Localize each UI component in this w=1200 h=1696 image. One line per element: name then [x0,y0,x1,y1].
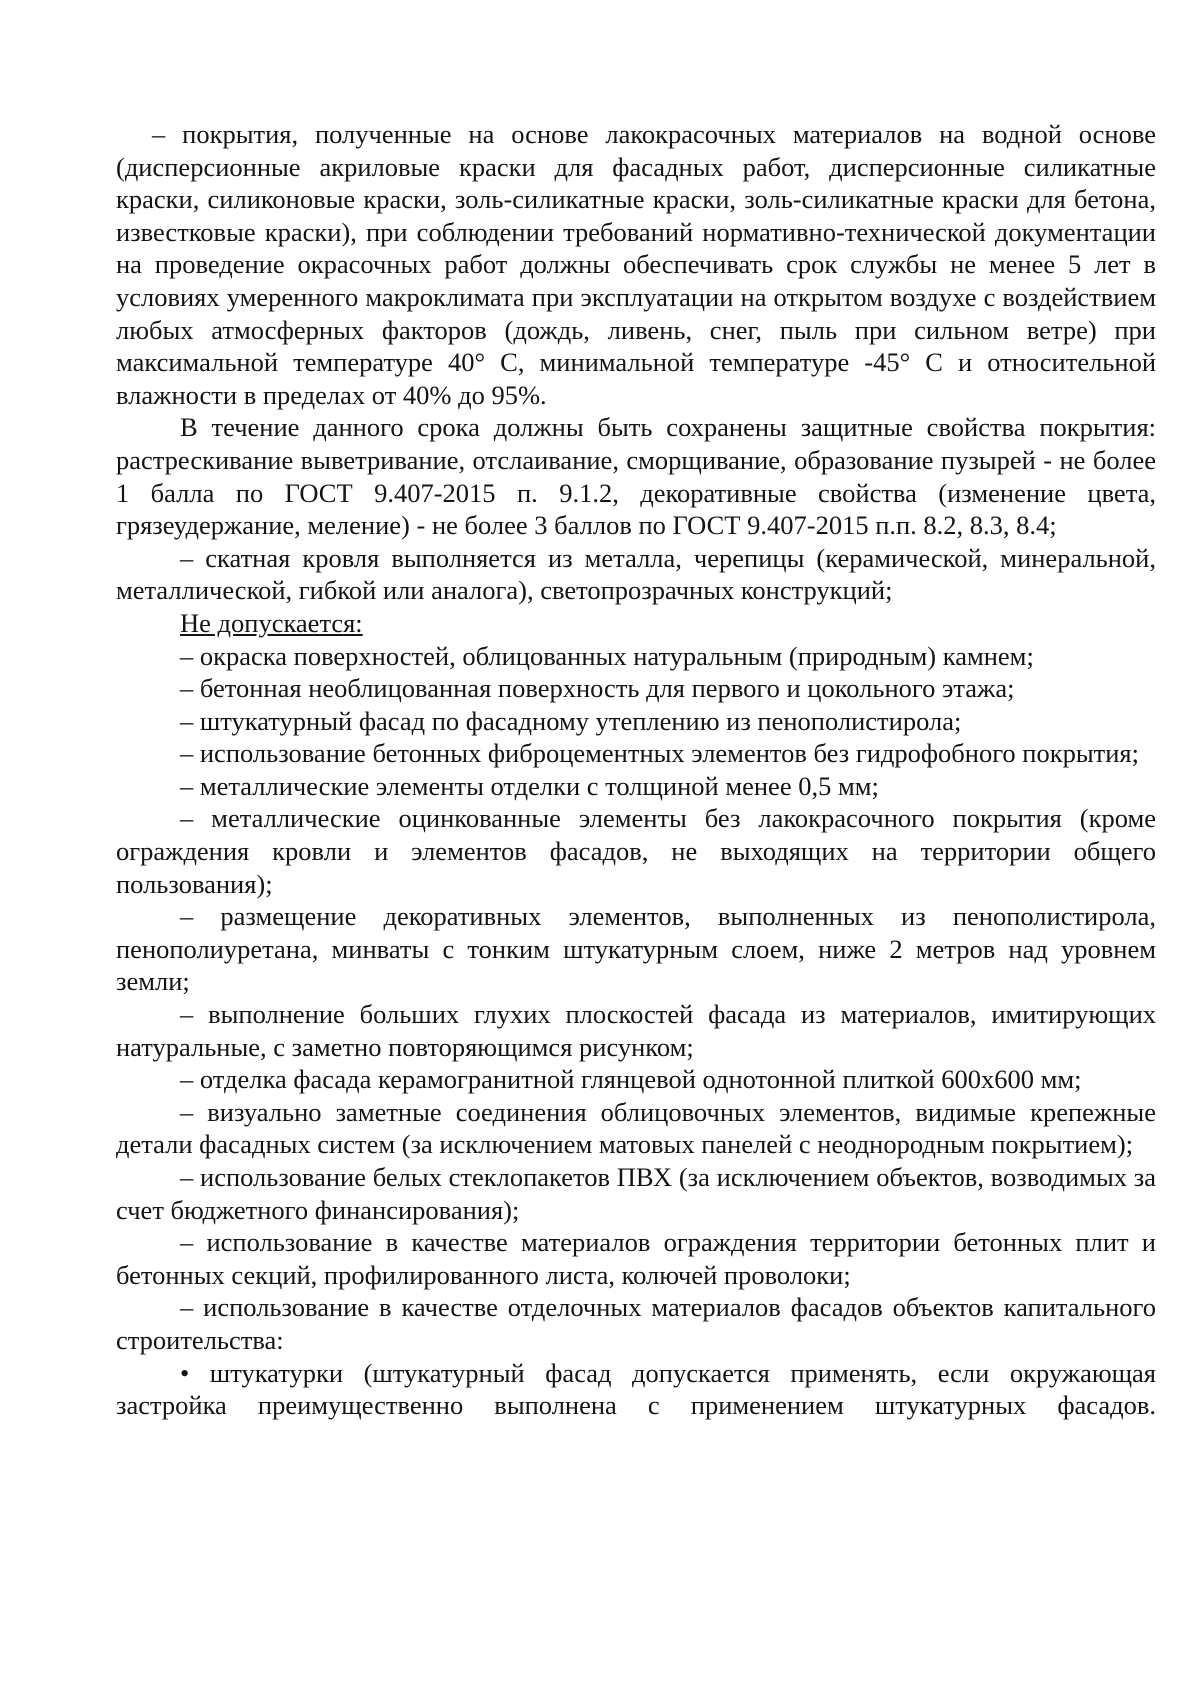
list-item-fencing: – использование в качестве материалов ограждения территории бетонных плит и бетонных секций, профилированного листа, колючей проволоки; [116,1227,1156,1290]
list-item-metal-thickness: – металлические элементы отделки с толщиной менее 0,5 мм; [180,770,879,801]
list-item-concrete-surface: – бетонная необлицованная поверхность для первого и цокольного этажа; [180,673,1015,704]
paragraph-paint-coatings: – покрытия, полученные на основе лакокрасочных материалов на водной основе (дисперсионные акриловые краски для фасадных работ, дисперсионные силикатные краски, силиконовые краски, золь-силикатные краски, золь-силикатные краски для бетона, известковые краски), при соблюдении требований нормативно-технической документации на проведение окрасочных работ должны обеспечивать срок службы не менее 5 лет в условиях умеренного макроклимата при эксплуатации на открытом воздухе с воздействием любых атмосферных факторов (дождь, ливень, снег, пыль при сильном ветре) при максимальной температуре 40° С, минимальной температуре -45° С и относительной влажности в пределах от 40% до 95%. [116,119,1156,410]
list-item-visible-joints: – визуально заметные соединения облицовочных элементов, видимые крепежные детали фасадных систем (за исключением матовых панелей с неоднородным покрытием); [116,1096,1156,1160]
list-item-galvanized: – металлические оцинкованные элементы без лакокрасочного покрытия (кроме ограждения кровли и элементов фасадов, не выходящих на территории общего пользования); [116,803,1156,899]
list-item-pitched-roof: – скатная кровля выполняется из металла, черепицы (керамической, минеральной, металлической, гибкой или аналога), светопрозрачных конструкций; [116,542,1156,606]
list-item-fibercement: – использование бетонных фиброцементных элементов без гидрофобного покрытия; [180,738,1139,769]
document-page [116,118,1156,1422]
list-item-decorative-elements: – размещение декоративных элементов, выполненных из пенополистирола, пенополиуретана, минваты с тонким штукатурным слоем, ниже 2 метров над уровнем земли; [116,901,1156,997]
list-item-white-pvc: – использование белых стеклопакетов ПВХ (за исключением объектов, возводимых за счет бюджетного финансирования); [116,1162,1156,1225]
list-item-blank-planes: – выполнение больших глухих плоскостей фасада из материалов, имитирующих натуральные, с заметно повторяющимся рисунком; [116,999,1156,1062]
list-item-finishing-materials: – использование в качестве отделочных материалов фасадов объектов капитального строительства: [116,1292,1156,1355]
heading-underlined-text: Не допускается: [180,607,363,638]
list-item-stone-painting: – окраска поверхностей, облицованных натуральным (природным) камнем; [180,640,1034,671]
list-item-plaster-facade: – штукатурный фасад по фасадному утеплению из пенополистирола; [180,705,962,736]
list-item-porcelain-tile: – отделка фасада керамогранитной глянцевой однотонной плиткой 600х600 мм; [180,1064,1082,1095]
paragraph-protective-properties: В течение данного срока должны быть сохранены защитные свойства покрытия: растрескивание выветривание, отслаивание, сморщивание, образование пузырей - не более 1 балла по ГОСТ 9.407-2015 п. 9.1.2, декоративные свойства (изменение цвета, грязеудержание, меление) - не более 3 баллов по ГОСТ 9.407-2015 п.п. 8.2, 8.3, 8.4; [116,412,1156,541]
bullet-item-plaster: • штукатурки (штукатурный фасад допускается применять, если окружающая застройка преимущественно выполнена с применением штукатурных фасадов. [116,1357,1156,1421]
section-heading-not-allowed [116,607,1156,640]
